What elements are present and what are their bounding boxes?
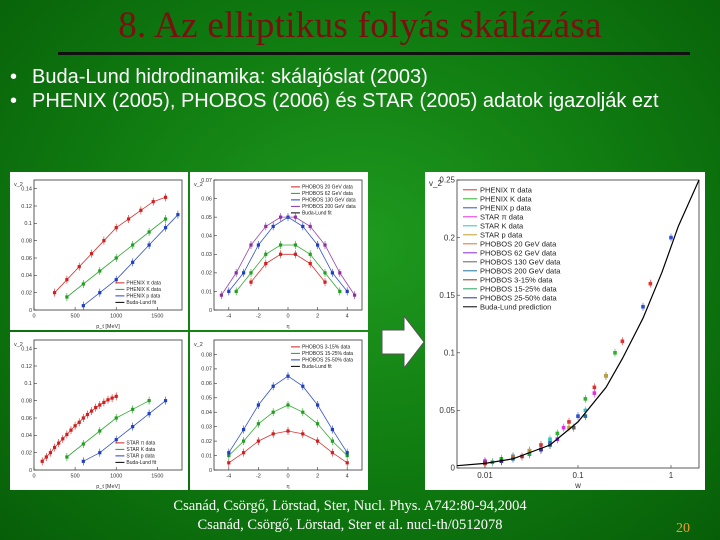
data-point bbox=[131, 408, 134, 411]
data-point bbox=[323, 243, 326, 246]
reference-line: Csanád, Csörgő, Lörstad, Ster et al. nucl-th/0512078 bbox=[197, 517, 503, 533]
data-point bbox=[272, 411, 275, 414]
x-tick-label: 0 bbox=[32, 473, 36, 480]
legend-label: PHOBOS 25-50% data bbox=[301, 357, 354, 364]
x-axis-label: η bbox=[286, 484, 290, 490]
data-point bbox=[127, 217, 130, 220]
legend-label: PHENIX p data bbox=[126, 293, 161, 300]
y-tick-label: 0.06 bbox=[201, 381, 212, 388]
legend-label: STAR π data bbox=[480, 212, 524, 222]
chart-svg bbox=[10, 332, 188, 490]
data-point bbox=[286, 403, 289, 406]
y-tick-label: 0.08 bbox=[21, 398, 32, 405]
legend-label: PHOBOS 20 GeV data bbox=[480, 239, 557, 249]
data-point bbox=[294, 253, 297, 256]
x-tick-label: 4 bbox=[345, 313, 349, 320]
x-tick-label: -2 bbox=[255, 473, 261, 480]
data-point bbox=[227, 461, 230, 464]
data-point bbox=[227, 451, 230, 454]
data-point bbox=[53, 291, 56, 294]
data-point bbox=[286, 429, 289, 432]
data-point bbox=[272, 225, 275, 228]
legend-label: Buda-Lund prediction bbox=[480, 302, 552, 312]
data-point bbox=[86, 413, 89, 416]
x-tick-label: 1500 bbox=[151, 313, 164, 320]
fit-curve bbox=[42, 396, 116, 461]
data-point bbox=[82, 282, 85, 285]
y-tick-label: 0.12 bbox=[21, 203, 32, 210]
fit-curve bbox=[229, 431, 347, 463]
data-point bbox=[49, 451, 52, 454]
y-tick-label: 0.14 bbox=[21, 186, 32, 193]
data-point bbox=[164, 196, 167, 199]
data-point bbox=[346, 461, 349, 464]
data-point bbox=[309, 225, 312, 228]
x-tick-label: 0 bbox=[286, 473, 290, 480]
data-point bbox=[604, 374, 608, 378]
y-tick-label: 0.08 bbox=[21, 238, 32, 245]
legend-label: PHOBOS 3-15% data bbox=[480, 275, 553, 285]
y-tick-label: 0.05 bbox=[201, 214, 212, 221]
x-tick-label: 500 bbox=[70, 473, 80, 480]
y-tick-label: 0.05 bbox=[201, 395, 212, 402]
data-point bbox=[249, 271, 252, 274]
page-number: 20 bbox=[676, 521, 690, 536]
x-tick-label: 0.1 bbox=[572, 471, 584, 480]
data-point bbox=[98, 429, 101, 432]
chart-eta-phobos-energies bbox=[190, 172, 368, 330]
data-point bbox=[164, 217, 167, 220]
x-axis-label: η bbox=[286, 324, 290, 330]
fit-curve bbox=[236, 245, 340, 291]
data-point bbox=[82, 442, 85, 445]
data-point bbox=[65, 295, 68, 298]
data-point bbox=[264, 262, 267, 265]
legend-label: PHOBOS 200 GeV data bbox=[480, 266, 561, 276]
data-point bbox=[316, 403, 319, 406]
data-point bbox=[548, 437, 552, 441]
data-point bbox=[98, 451, 101, 454]
legend-label: Buda-Lund fit bbox=[301, 210, 332, 217]
y-tick-label: 0.02 bbox=[21, 450, 32, 457]
chart-svg bbox=[190, 332, 368, 490]
slide-title: 8. Az elliptikus folyás skálázása bbox=[118, 5, 602, 46]
data-point bbox=[316, 422, 319, 425]
bullet-item bbox=[10, 65, 710, 89]
data-point bbox=[115, 438, 118, 441]
data-point bbox=[115, 395, 118, 398]
legend-label: PHOBOS 62 GeV data bbox=[480, 248, 557, 258]
data-point bbox=[331, 440, 334, 443]
data-point bbox=[139, 209, 142, 212]
data-point bbox=[257, 403, 260, 406]
data-point bbox=[264, 225, 267, 228]
y-tick-label: 0.25 bbox=[439, 175, 455, 185]
data-point bbox=[301, 432, 304, 435]
chart-svg bbox=[425, 172, 705, 490]
x-tick-label: 0.01 bbox=[477, 471, 493, 480]
data-point bbox=[115, 256, 118, 259]
chart-pt-phenix bbox=[10, 172, 188, 330]
data-point bbox=[235, 271, 238, 274]
data-point bbox=[323, 281, 326, 284]
legend-label: PHENIX π data bbox=[126, 280, 161, 287]
data-point bbox=[106, 398, 109, 401]
data-point bbox=[131, 261, 134, 264]
chart-svg bbox=[10, 172, 188, 330]
data-point bbox=[309, 262, 312, 265]
chart-eta-phobos-centrality bbox=[190, 332, 368, 490]
legend-label: STAR K data bbox=[480, 221, 524, 231]
data-point bbox=[264, 253, 267, 256]
y-tick-label: 0.06 bbox=[201, 196, 212, 203]
data-point bbox=[294, 216, 297, 219]
legend-label: PHENIX K data bbox=[480, 194, 532, 204]
data-point bbox=[148, 399, 151, 402]
x-tick-label: -4 bbox=[226, 313, 232, 320]
data-point bbox=[78, 421, 81, 424]
data-point bbox=[584, 397, 588, 401]
data-point bbox=[115, 278, 118, 281]
data-point bbox=[249, 281, 252, 284]
data-point bbox=[567, 420, 571, 424]
legend-label: PHENIX p data bbox=[480, 203, 531, 213]
legend-label: PHOBOS 62 GeV data bbox=[301, 191, 353, 198]
data-point bbox=[82, 304, 85, 307]
x-tick-label: 4 bbox=[345, 473, 349, 480]
data-point bbox=[576, 414, 580, 418]
references bbox=[140, 497, 560, 535]
x-axis-label: w bbox=[575, 481, 581, 490]
y-tick-label: 0.07 bbox=[201, 366, 212, 373]
legend-label: PHOBOS 130 GeV data bbox=[480, 257, 561, 267]
data-point bbox=[279, 216, 282, 219]
data-point bbox=[148, 230, 151, 233]
y-axis-label: v_2 bbox=[194, 342, 203, 348]
data-point bbox=[242, 271, 245, 274]
legend-label: PHOBOS 200 GeV data bbox=[301, 204, 356, 211]
data-point bbox=[53, 446, 56, 449]
y-axis-label: v_2 bbox=[14, 182, 23, 188]
x-tick-label: 0 bbox=[32, 313, 36, 320]
y-tick-label: 0.1 bbox=[24, 221, 32, 228]
data-point bbox=[669, 236, 673, 240]
bullet-text: PHENIX (2005), PHOBOS (2006) és STAR (2005) adatok igazolják ezt bbox=[32, 90, 659, 112]
y-axis-label: v_2 bbox=[429, 179, 442, 188]
data-point bbox=[613, 351, 617, 355]
legend-label: PHOBOS 20 GeV data bbox=[301, 184, 353, 191]
data-point bbox=[235, 290, 238, 293]
data-point bbox=[61, 437, 64, 440]
y-tick-label: 0.04 bbox=[201, 410, 212, 417]
y-tick-label: 0.06 bbox=[21, 415, 32, 422]
reference-line: Csanád, Csörgő, Lörstad, Ster, Nucl. Phys. A742:80-94,2004 bbox=[173, 498, 527, 514]
data-point bbox=[621, 339, 625, 343]
data-point bbox=[301, 411, 304, 414]
data-point bbox=[301, 385, 304, 388]
y-tick-label: 0 bbox=[208, 467, 212, 474]
data-point bbox=[242, 428, 245, 431]
x-tick-label: 1 bbox=[668, 471, 674, 480]
data-point bbox=[227, 290, 230, 293]
data-point bbox=[220, 294, 223, 297]
data-point bbox=[257, 440, 260, 443]
fit-curve bbox=[221, 217, 354, 295]
data-point bbox=[257, 243, 260, 246]
data-point bbox=[641, 305, 645, 309]
data-point bbox=[57, 442, 60, 445]
data-point bbox=[346, 290, 349, 293]
x-tick-label: -2 bbox=[255, 313, 261, 320]
data-point bbox=[323, 271, 326, 274]
data-point bbox=[316, 243, 319, 246]
chart-svg bbox=[190, 172, 368, 330]
y-tick-label: 0.06 bbox=[21, 255, 32, 262]
x-tick-label: 1000 bbox=[110, 313, 123, 320]
fit-curve bbox=[229, 376, 347, 453]
data-point bbox=[257, 422, 260, 425]
legend-label: PHOBOS 130 GeV data bbox=[301, 197, 356, 204]
x-tick-label: 500 bbox=[70, 313, 80, 320]
y-tick-label: 0 bbox=[28, 467, 32, 474]
y-tick-label: 0.08 bbox=[201, 352, 212, 359]
y-tick-label: 0.1 bbox=[443, 348, 455, 358]
data-point bbox=[102, 239, 105, 242]
data-point bbox=[65, 455, 68, 458]
y-tick-label: 0 bbox=[208, 307, 212, 314]
title-underline bbox=[58, 52, 690, 55]
data-point bbox=[562, 426, 566, 430]
legend-label: STAR p data bbox=[480, 230, 523, 240]
chart-scaling-combined bbox=[425, 172, 705, 490]
legend-label: STAR π data bbox=[126, 440, 156, 447]
legend-label: Buda-Lund fit bbox=[126, 300, 157, 307]
legend-label: Buda-Lund fit bbox=[301, 364, 332, 371]
data-point bbox=[98, 291, 101, 294]
data-point bbox=[45, 455, 48, 458]
bullet-dot: • bbox=[10, 90, 18, 112]
y-axis-label: v_2 bbox=[14, 342, 23, 348]
data-point bbox=[90, 252, 93, 255]
legend-label: Buda-Lund fit bbox=[126, 460, 157, 467]
data-point bbox=[556, 432, 560, 436]
data-point bbox=[346, 451, 349, 454]
data-point bbox=[331, 428, 334, 431]
data-point bbox=[74, 424, 77, 427]
data-point bbox=[102, 401, 105, 404]
data-point bbox=[98, 269, 101, 272]
data-point bbox=[593, 391, 597, 395]
x-axis-label: p_t [MeV] bbox=[96, 484, 120, 490]
y-tick-label: 0.07 bbox=[201, 177, 212, 184]
data-point bbox=[115, 226, 118, 229]
data-point bbox=[65, 433, 68, 436]
data-point bbox=[131, 243, 134, 246]
data-point bbox=[242, 440, 245, 443]
bullet-text: Buda-Lund hidrodinamika: skálajóslat (2003) bbox=[32, 66, 428, 88]
y-tick-label: 0.04 bbox=[201, 233, 212, 240]
data-point bbox=[279, 243, 282, 246]
x-tick-label: -4 bbox=[226, 473, 232, 480]
data-point bbox=[115, 416, 118, 419]
x-tick-label: 1000 bbox=[110, 473, 123, 480]
chart-pt-star bbox=[10, 332, 188, 490]
data-point bbox=[649, 282, 653, 286]
data-point bbox=[65, 278, 68, 281]
y-tick-label: 0.03 bbox=[201, 424, 212, 431]
legend-label: PHENIX K data bbox=[126, 287, 161, 294]
y-tick-label: 0.02 bbox=[201, 270, 212, 277]
y-tick-label: 0.01 bbox=[201, 289, 212, 296]
y-tick-label: 0.15 bbox=[439, 290, 455, 300]
y-tick-label: 0.01 bbox=[201, 453, 212, 460]
bullet-list bbox=[10, 65, 710, 113]
data-point bbox=[272, 432, 275, 435]
data-point bbox=[249, 243, 252, 246]
data-point bbox=[338, 271, 341, 274]
data-point bbox=[593, 386, 597, 390]
y-tick-label: 0.2 bbox=[443, 233, 455, 243]
data-point bbox=[69, 429, 72, 432]
bullet-item bbox=[10, 89, 710, 113]
y-tick-label: 0 bbox=[28, 307, 32, 314]
data-point bbox=[331, 451, 334, 454]
x-tick-label: 1500 bbox=[151, 473, 164, 480]
legend-label: PHOBOS 15-25% data bbox=[301, 351, 354, 358]
legend-label: PHOBOS 3-15% data bbox=[301, 344, 351, 351]
data-point bbox=[111, 396, 114, 399]
x-tick-label: 0 bbox=[286, 313, 290, 320]
data-point bbox=[309, 253, 312, 256]
data-point bbox=[176, 213, 179, 216]
data-point bbox=[152, 200, 155, 203]
data-point bbox=[242, 451, 245, 454]
y-tick-label: 0.1 bbox=[24, 381, 32, 388]
x-axis-label: p_t [MeV] bbox=[96, 324, 120, 330]
x-tick-label: 2 bbox=[316, 313, 320, 320]
y-axis-label: v_2 bbox=[194, 182, 203, 188]
y-tick-label: 0.04 bbox=[21, 433, 32, 440]
x-tick-label: 2 bbox=[316, 473, 320, 480]
legend-label: PHOBOS 25-50% data bbox=[480, 293, 557, 303]
data-point bbox=[301, 225, 304, 228]
data-point bbox=[294, 243, 297, 246]
data-point bbox=[78, 265, 81, 268]
data-point bbox=[82, 416, 85, 419]
y-tick-label: 0.12 bbox=[21, 363, 32, 370]
y-tick-label: 0.03 bbox=[201, 252, 212, 259]
data-point bbox=[272, 385, 275, 388]
data-point bbox=[316, 440, 319, 443]
legend-label: PHOBOS 15-25% data bbox=[480, 284, 557, 294]
data-point bbox=[164, 226, 167, 229]
data-point bbox=[331, 271, 334, 274]
data-point bbox=[90, 409, 93, 412]
y-tick-label: 0.14 bbox=[21, 346, 32, 353]
y-tick-label: 0.05 bbox=[439, 406, 455, 416]
data-point bbox=[164, 399, 167, 402]
y-tick-label: 0.04 bbox=[21, 273, 32, 280]
data-point bbox=[148, 412, 151, 415]
data-point bbox=[94, 406, 97, 409]
legend-label: PHENIX π data bbox=[480, 185, 532, 195]
data-point bbox=[98, 403, 101, 406]
legend-label: STAR K data bbox=[126, 447, 156, 454]
right-arrow-icon bbox=[382, 316, 424, 368]
data-point bbox=[286, 375, 289, 378]
legend-label: STAR p data bbox=[126, 453, 155, 460]
data-point bbox=[41, 460, 44, 463]
bullet-dot: • bbox=[10, 66, 18, 88]
data-point bbox=[338, 290, 341, 293]
data-point bbox=[148, 243, 151, 246]
y-tick-label: 0 bbox=[450, 463, 455, 473]
data-point bbox=[353, 294, 356, 297]
data-point bbox=[279, 253, 282, 256]
y-tick-label: 0.02 bbox=[21, 290, 32, 297]
data-point bbox=[131, 425, 134, 428]
data-point bbox=[82, 460, 85, 463]
y-tick-label: 0.02 bbox=[201, 438, 212, 445]
